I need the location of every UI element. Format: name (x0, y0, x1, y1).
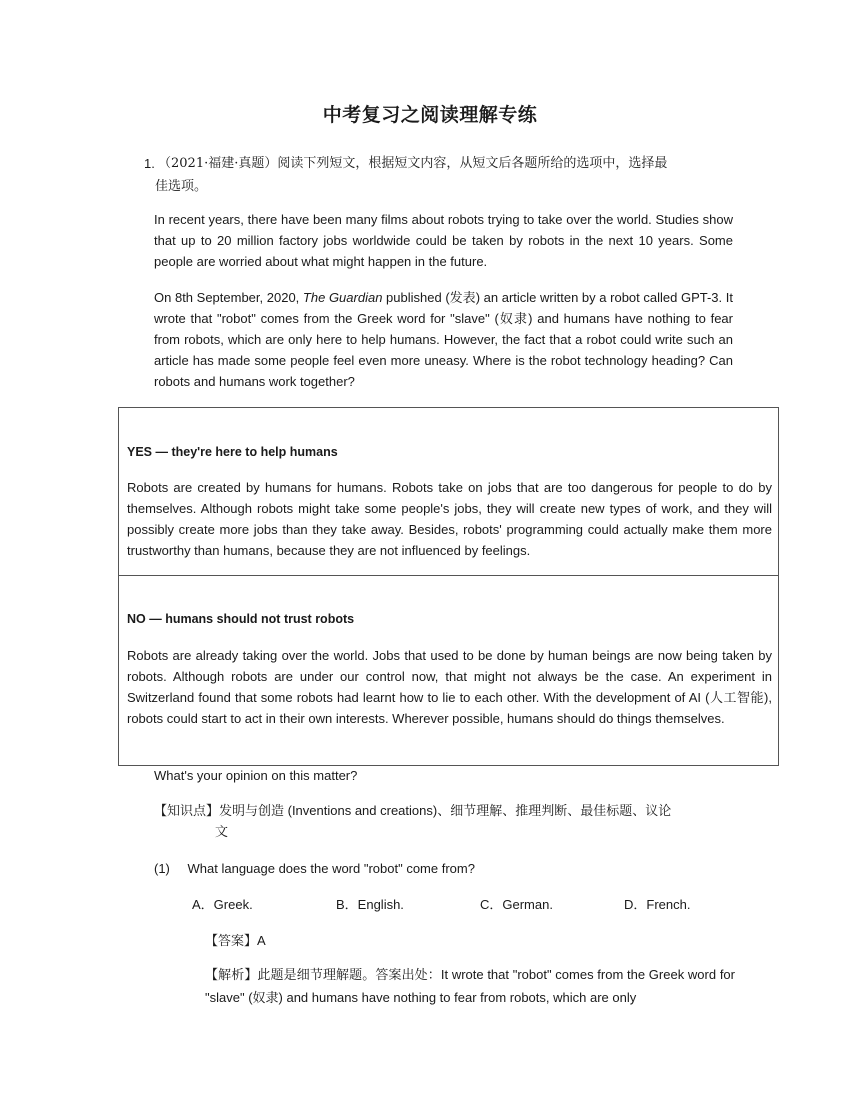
question-intro-line1: （2021·福建·真题）阅读下列短文，根据短文内容，从短文后各题所给的选项中，选择最 (158, 156, 668, 171)
no-body: Robots are already taking over the world. Jobs that used to be done by human beings are now being taken by robots. Although robots are under our control now, that might not always be the case. An experiment in Switzerland found that some robots had learnt how to lie to each other. With the development of AI (人工智能), robots could start to act in their own interests. Wherever possible, humans should do things themselves. (127, 648, 772, 726)
analysis-text: 【解析】此题是细节理解题。答案出处：It wrote that "robot" comes from the Greek word for "slave" (奴隶) and humans have nothing to fear from robots, which are only (205, 967, 735, 1005)
question-number: 1. (144, 156, 155, 171)
answer-line: 【答案】A (205, 933, 266, 948)
closing-question: What's your opinion on this matter? (154, 768, 358, 783)
passage-paragraph-2 (154, 287, 733, 392)
yes-heading: YES — they're here to help humans (127, 445, 338, 459)
paragraph-2-lead: On 8th September, 2020, (154, 290, 303, 305)
choice-c[interactable]: C．German. (480, 897, 553, 912)
choice-b[interactable]: B．English. (336, 897, 404, 912)
paragraph-2-rest: published (发表) an article written by a robot called GPT-3. It wrote that "robot" comes from the Greek word for "slave" (奴隶) and humans have nothing to fear from robots, which are only here to help humans. However, the fact that a robot could write such an article has made some people feel even more uneasy. Where is the robot technology heading? Can robots and humans work together? (154, 290, 733, 389)
question-header (144, 152, 736, 198)
yes-opinion-box (118, 407, 779, 576)
sub-question (154, 858, 475, 879)
question-intro-line2: 佳选项。 (155, 179, 208, 194)
page-title: 中考复习之阅读理解专练 (322, 104, 538, 126)
sub-question-text: What language does the word "robot" come from? (187, 861, 475, 876)
knowledge-points (154, 800, 734, 842)
knowledge-points-line1: 【知识点】发明与创造 (Inventions and creations)、细节理解、推理判断、最佳标题、议论 (154, 803, 672, 818)
choice-d[interactable]: D．French. (624, 897, 691, 912)
sub-question-number: (1) (154, 861, 170, 876)
newspaper-name: The Guardian (302, 290, 383, 305)
choice-a[interactable]: A．Greek. (192, 897, 253, 912)
passage-paragraph-1: In recent years, there have been many films about robots trying to take over the world. Studies show that up to 20 million factory jobs worldwide could be taken by robots in the next 10 years. Some people are worried about what might happen in the future. (154, 212, 733, 269)
no-opinion-box (118, 575, 779, 766)
knowledge-points-line2: 文 (215, 824, 229, 839)
no-heading: NO — humans should not trust robots (127, 612, 355, 626)
yes-body: Robots are created by humans for humans. Robots take on jobs that are too dangerous for people to do by themselves. Although robots might take some people's jobs, they will create new types of work, and they will possibly create more jobs than they take away. Besides, robots' programming could actually make them more trustworthy than humans, because they are not influenced by feelings. (127, 480, 772, 558)
